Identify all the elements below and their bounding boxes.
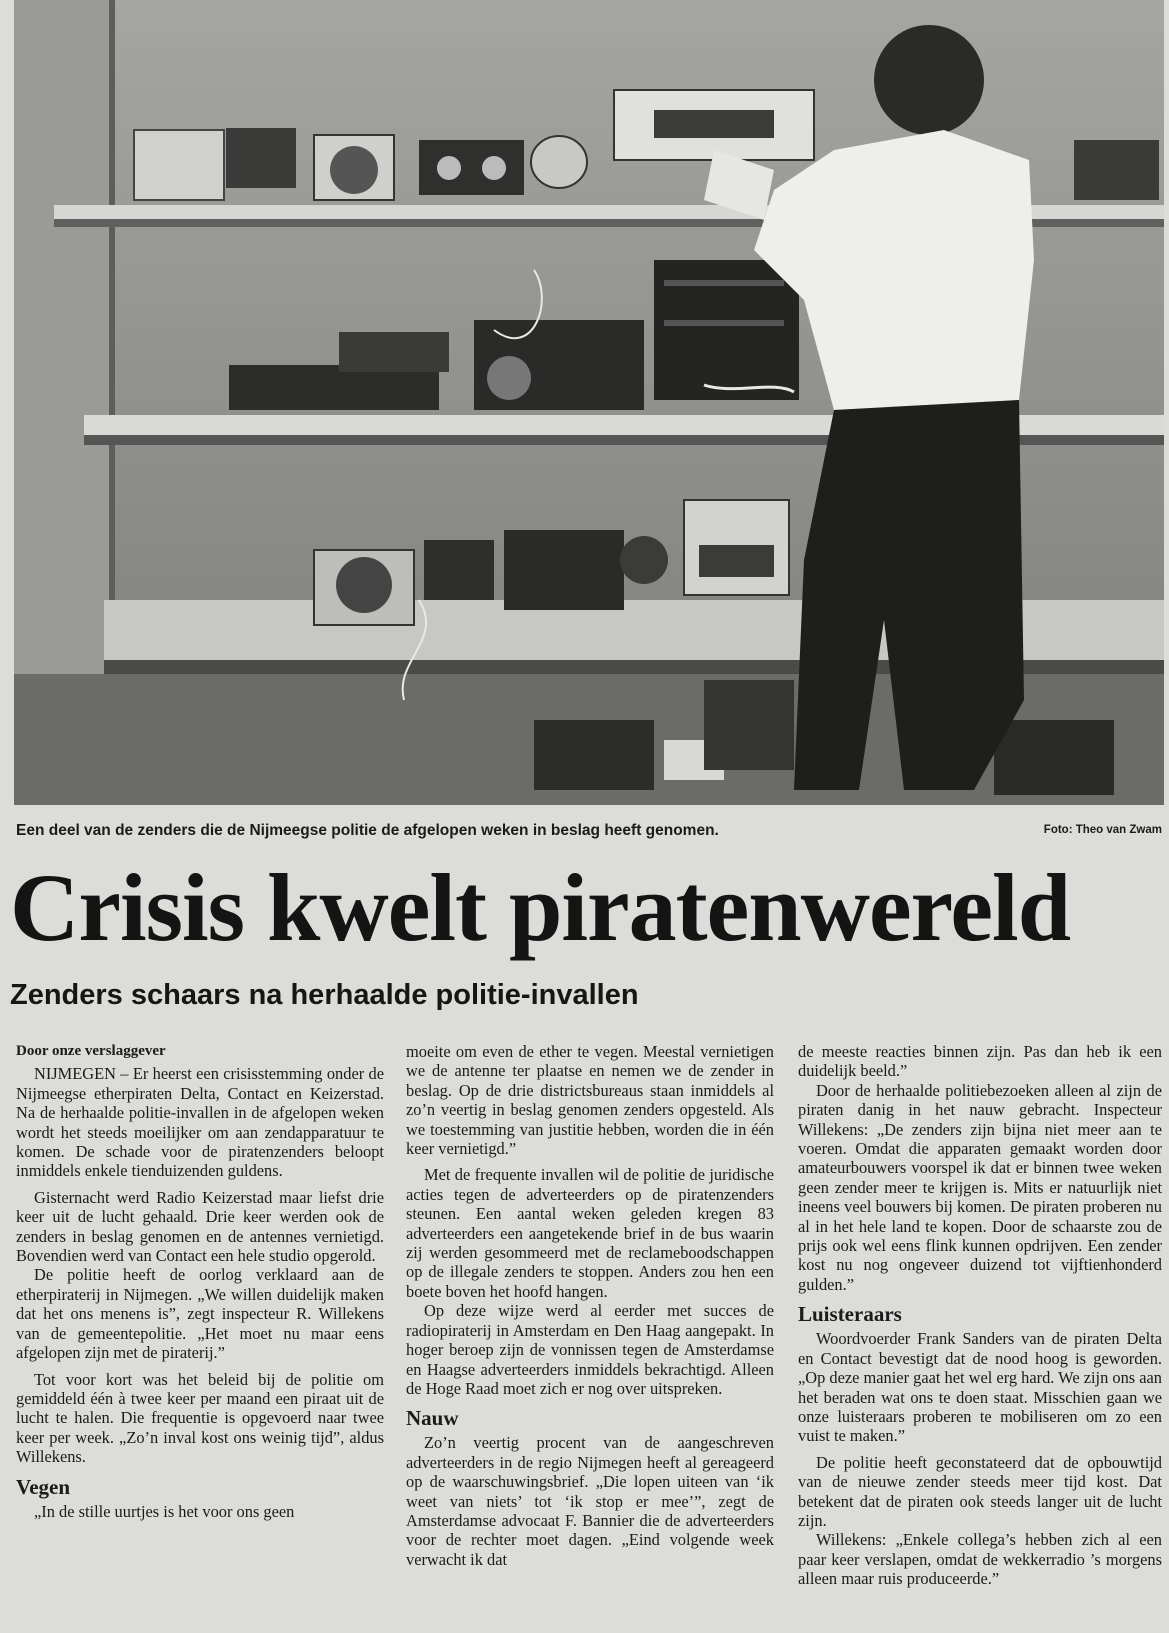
paragraph: Met de frequente invallen wil de politie de juridische acties tegen de adverteerders op de piratenzenders steunen. Een aantal weken geleden kregen 83 adverteerders een aangetekende brief in de bus waarin zij werden gesommeerd met de reclameboodschappen op de illegale zenders te stoppen. Anders zou hen een boete boven het hoofd hangen.	[406, 1165, 774, 1301]
paragraph: De politie heeft de oorlog verklaard aan de etherpiraterij in Nijmegen. „We willen duidelijk maken dat het ons menens is”, zegt inspecteur R. Willekens van de gemeentepolitie. „Het moet nu maar eens afgelopen zijn met de piraterij.”	[16, 1265, 384, 1363]
section-heading-vegen: Vegen	[16, 1474, 71, 1499]
paragraph: Door de herhaalde politiebezoeken alleen al zijn de piraten danig in het nauw gebracht. Inspecteur Willekens: „De zenders zijn bijna niet meer aan te voeren. Omdat die apparaten gemaakt worden door amateurbouwers voorspel ik dat er binnen twee weken geen zender meer te krijgen is. Mits er natuurlijk niet ineens veel bouwers bij komen. De piraten proberen nu al in het hele land te kopen. Door de schaarste zou de prijs ook wel eens flink kunnen opdrijven. Een zender kost nu nog ongeveer duizend tot vijftienhonderd gulden.”	[798, 1080, 1162, 1294]
paragraph: Gisternacht werd Radio Keizerstad maar liefst drie keer uit de lucht gehaald. Drie keer werden ook de zenders in beslag genomen en de antennes vernietigd. Bovendien werd van Contact een hele studio opgerold.	[16, 1187, 384, 1266]
paragraph: De politie heeft geconstateerd dat de opbouwtijd van de nieuwe zender steeds meer tijd kost. Dat betekent dat de piraten ook steeds langer uit de lucht zijn.	[798, 1452, 1162, 1530]
paragraph: Op deze wijze werd al eerder met succes de radiopiraterij in Amsterdam en Den Haag aangepakt. In hoger beroep zijn de vonnissen tegen de Amsterdamse en Haagse adverteerders inmiddels bekrachtigd. Alleen de Hoge Raad moet zich er nog over uitspreken.	[406, 1301, 774, 1398]
paragraph: „In de stille uurtjes is het voor ons geen	[34, 1501, 295, 1521]
headline: Crisis kwelt piratenwereld	[10, 854, 1071, 961]
photo-transmitters-icon	[14, 0, 1164, 805]
news-photo	[14, 0, 1164, 805]
paragraph: Zo’n veertig procent van de aangeschreven adverteerders in de regio Nijmegen heeft al gereageerd op de waarschuwingsbrief. „Die lopen uiteen van ‘ik weet van niets’ tot ‘ik stop er mee’”, zegt de Amsterdamse advocaat F. Bannier die de adverteerders voor de rechter moet dagen. „Eind volgende week verwacht ik dat	[406, 1433, 774, 1569]
section-heading-luisteraars: Luisteraars	[798, 1302, 902, 1327]
paragraph: Woordvoerder Frank Sanders van de piraten Delta en Contact bevestigt dat de nood hoog is geworden. „Op deze manier gaat het wel erg hard. We zijn ons aan het beraden wat ons te doen staat. Misschien gaan we onze luisteraars proberen te mobiliseren om zo een vuist te maken.”	[798, 1329, 1162, 1446]
subheadline: Zenders schaars na herhaalde politie-invallen	[10, 979, 639, 1011]
caption-text: Een deel van de zenders die de Nijmeegse politie de afgelopen weken in beslag heeft genomen.	[16, 822, 719, 839]
photo-credit: Foto: Theo van Zwam	[1043, 824, 1162, 836]
article-column-1	[16, 1042, 384, 1521]
article-column-3	[798, 1042, 1162, 1589]
byline: Door onze verslaggever	[16, 1043, 166, 1059]
paragraph: NIJMEGEN – Er heerst een crisisstemming onder de Nijmeegse etherpiraten Delta, Contact en Keizerstad. Na de herhaalde politie-invallen in de afgelopen weken wordt het steeds moeilijker om aan zendapparatuur te komen. De schade voor de piratenzenders beloopt inmiddels enkele tienduizenden guldens.	[16, 1064, 384, 1181]
paragraph: Willekens: „Enkele collega’s hebben zich al een paar keer verslapen, omdat de wekkerradio ’s morgens alleen maar ruis produceerde.”	[798, 1530, 1162, 1589]
article-column-2	[406, 1042, 774, 1569]
section-heading-nauw: Nauw	[406, 1406, 459, 1431]
paragraph: Tot voor kort was het beleid bij de politie om gemiddeld één à twee keer per maand een piraat uit de lucht te halen. Die frequentie is opgevoerd naar twee keer per week. „Zo’n inval kost ons weinig tijd”, aldus Willekens.	[16, 1369, 384, 1467]
paragraph: de meeste reacties binnen zijn. Pas dan heb ik een duidelijk beeld.”	[798, 1042, 1162, 1081]
paragraph: moeite om even de ether te vegen. Meestal vernietigen we de antenne ter plaatse en nemen we de zender in beslag. Op de drie districtsbureaus staan inmiddels al zo’n veertig in beslag genomen zenders opgesteld. Als we toestemming van justitie hebben, worden die in één keer vernietigd.”	[406, 1042, 774, 1159]
photo-caption	[16, 822, 1162, 840]
